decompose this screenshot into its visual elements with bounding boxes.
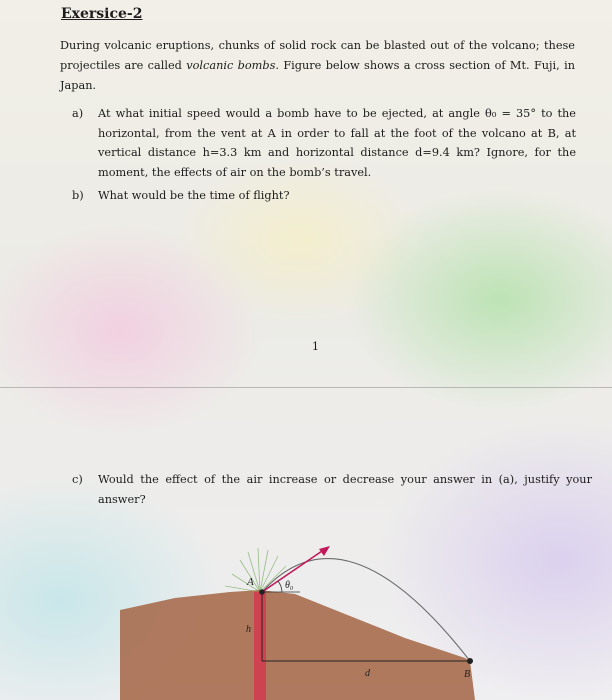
point-A [259, 589, 265, 595]
question-c-label: c) [72, 473, 83, 486]
intro-italic-term: volcanic bombs [186, 59, 276, 72]
eruption-spray [225, 548, 286, 592]
label-B: B [464, 669, 471, 680]
arrowhead [319, 546, 330, 556]
intro-paragraph [60, 36, 575, 96]
vent-column [254, 592, 266, 700]
exercise-title: Exersice-2 [61, 6, 143, 22]
label-theta: θ₀ [285, 580, 294, 591]
launch-velocity-arrow [262, 549, 325, 592]
label-A: A [247, 576, 254, 588]
page-break-line [0, 387, 612, 388]
question-b-text: What would be the time of flight? [98, 189, 290, 202]
angle-arc [278, 581, 282, 592]
question-b-label: b) [72, 189, 84, 202]
intro-text-1: During volcanic eruptions, chunks of solid rock can be blasted out of the volcano; these projectiles are called [60, 39, 575, 72]
point-B [467, 658, 473, 664]
label-h: h [246, 624, 251, 635]
question-a-text: At what initial speed would a bomb have to be ejected, at angle θ₀ = 35° to the horizontal, from the vent at A in order to fall at the foot of the volcano at B, at vertical distance h=3.3 km and horizontal distance d=9.4 km? Ignore, for the moment, the effects of air on the bomb’s travel. [98, 107, 576, 179]
intro-text-2: . Figure below shows a cross section of Mt. Fuji, in Japan. [60, 59, 575, 92]
question-a-label: a) [72, 107, 84, 120]
label-d: d [365, 668, 370, 679]
page-number: 1 [312, 340, 319, 353]
volcano-figure [120, 530, 520, 700]
question-c-text: Would the effect of the air increase or decrease your answer in (a), justify your answer? [98, 473, 592, 506]
